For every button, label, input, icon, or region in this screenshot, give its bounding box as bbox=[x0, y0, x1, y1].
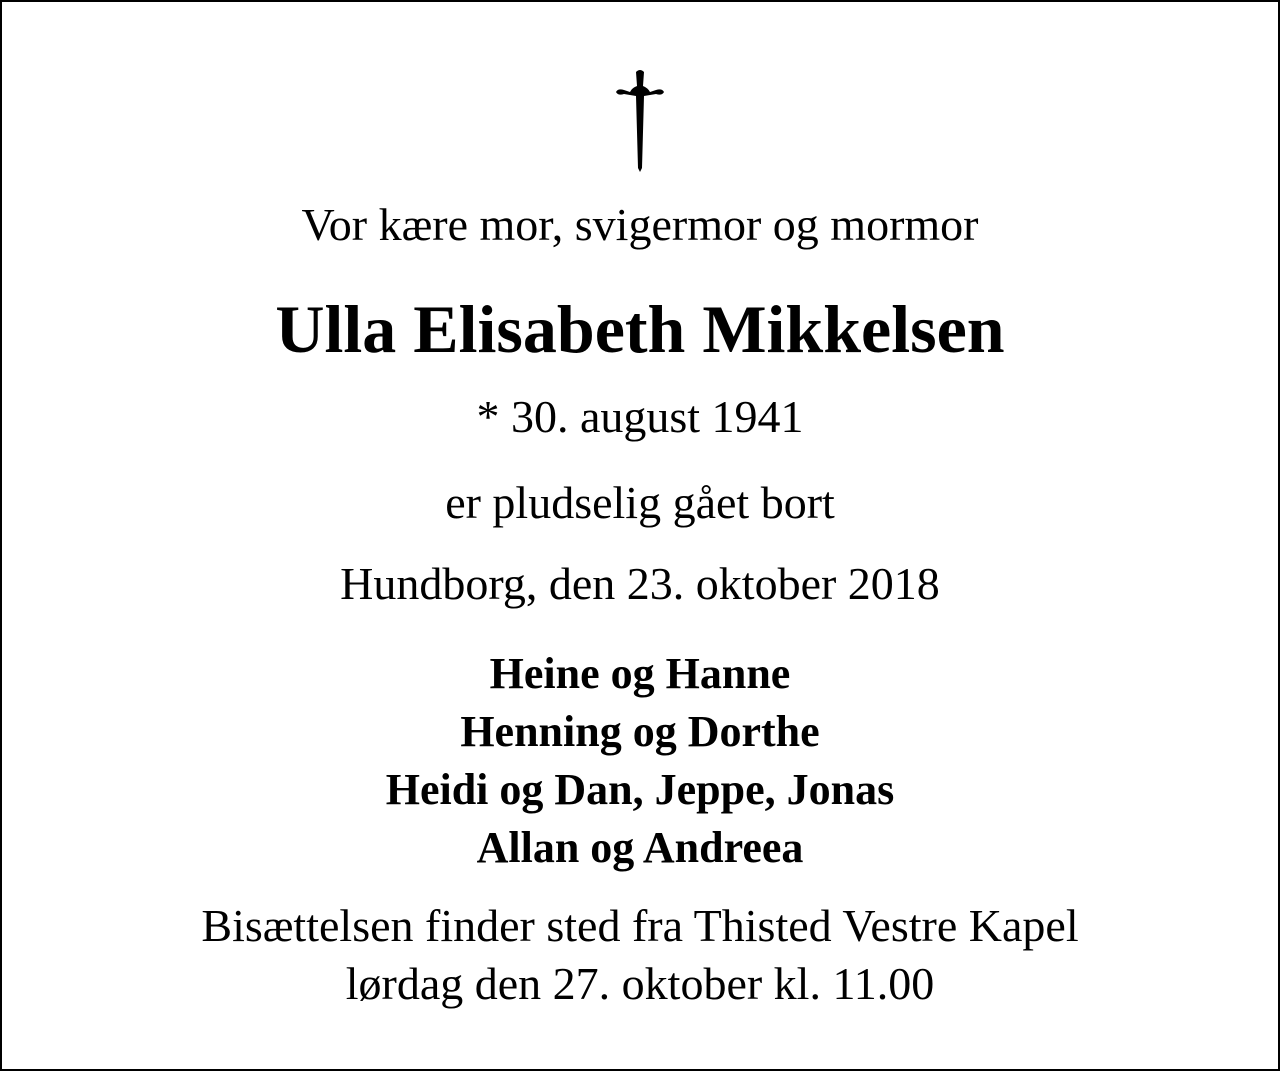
cross-icon bbox=[600, 68, 680, 172]
family-list bbox=[2, 645, 1278, 877]
family-member-line: Heidi og Dan, Jeppe, Jonas bbox=[385, 765, 895, 814]
funeral-location: Bisættelsen finder sted fra Thisted Vestre Kapel bbox=[201, 900, 1079, 951]
passed-away-text: er pludselig gået bort bbox=[445, 477, 835, 528]
funeral-details bbox=[2, 897, 1278, 1013]
intro-text: Vor kære mor, svigermor og mormor bbox=[301, 199, 979, 250]
funeral-time: lørdag den 27. oktober kl. 11.00 bbox=[345, 958, 935, 1009]
birth-date: * 30. august 1941 bbox=[476, 391, 804, 442]
family-member-line: Heine og Hanne bbox=[489, 649, 791, 698]
place-and-date: Hundborg, den 23. oktober 2018 bbox=[340, 558, 940, 609]
family-member-line: Allan og Andreea bbox=[476, 823, 804, 872]
family-member-line: Henning og Dorthe bbox=[460, 707, 820, 756]
deceased-name: Ulla Elisabeth Mikkelsen bbox=[275, 291, 1005, 367]
